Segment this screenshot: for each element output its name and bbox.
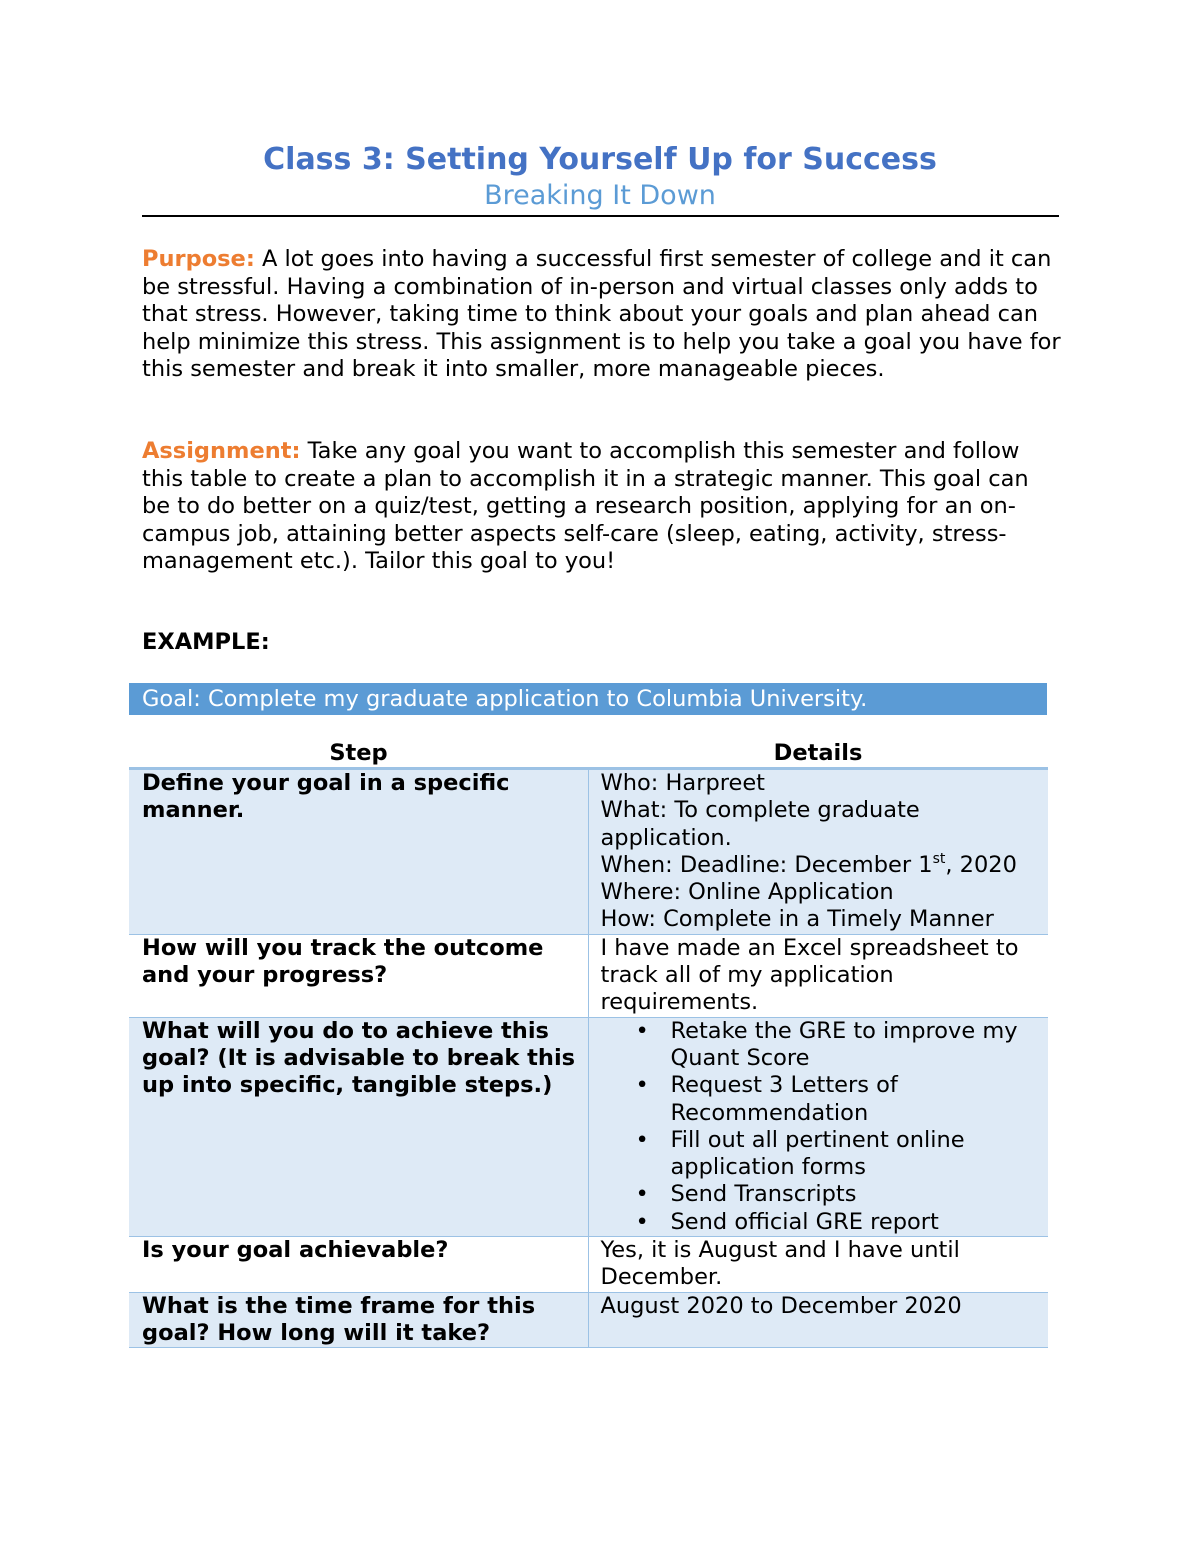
step-cell: What will you do to achieve this goal? (It is advisable to break this up into specific, tangible steps.) [129,1017,588,1236]
page-subtitle: Breaking It Down [484,180,716,211]
assignment-label: Assignment: [142,438,301,464]
detail-when-prefix: When: Deadline: December 1 [600,851,933,878]
detail-where: Where: Online Application [600,879,894,906]
purpose-paragraph [142,246,1062,384]
assignment-text: Take any goal you want to accomplish this semester and follow this table to create a plan to accomplish it in a strategic manner. This goal can be to do better on a quiz/test, getting a research position, applying for an on-campus job, attaining better aspects self-care (sleep, eating, activity, stress-management etc.). Tailor this goal to you! [142,438,1029,574]
detail-when-ordinal: st [932,850,946,867]
column-header-step: Step [129,739,588,769]
step-cell: How will you track the outcome and your progress? [129,934,588,1017]
list-item: • Retake the GRE to improve my Quant Score [671,1018,1041,1073]
purpose-text: A lot goes into having a successful first semester of college and it can be stressful. Having a combination of in-person and virtual classes only adds to that stress. However, taking time to think about your goals and plan ahead can help minimize this stress. This assignment is to help you take a goal you have for this semester and break it into smaller, more manageable pieces. [142,246,1061,382]
step-cell: What is the time frame for this goal? How long will it take? [129,1292,588,1348]
list-item: • Request 3 Letters of Recommendation [671,1072,1041,1127]
list-item: • Send official GRE report [671,1209,1041,1236]
details-cell [588,1017,1048,1236]
goal-banner: Goal: Complete my graduate application to Columbia University. [129,683,1047,715]
table-row [129,769,1048,935]
list-item: • Send Transcripts [671,1181,1041,1208]
detail-when [601,852,1041,879]
table-row [129,1292,1048,1348]
table-header-row [129,739,1048,769]
details-cell: August 2020 to December 2020 [588,1292,1048,1348]
assignment-paragraph [142,438,1062,576]
table-row [129,934,1048,1017]
column-header-details: Details [588,739,1048,769]
table-row [129,1017,1048,1236]
purpose-label: Purpose: [142,246,255,272]
detail-when-suffix: , 2020 [945,851,1017,878]
details-cell: I have made an Excel spreadsheet to track all of my application requirements. [588,934,1048,1017]
details-cell [588,769,1048,935]
goal-plan-table [129,739,1048,1348]
table-row [129,1237,1048,1293]
title-divider [142,215,1059,217]
detail-what: What: To complete graduate application. [600,797,920,851]
page-title: Class 3: Setting Yourself Up for Success [263,142,937,177]
list-item: • Fill out all pertinent online application forms [671,1127,1041,1182]
example-heading: EXAMPLE: [142,629,270,655]
detail-who: Who: Harpreet [600,770,766,796]
action-bullet-list [601,1018,1041,1236]
step-cell: Define your goal in a specific manner. [129,769,588,935]
detail-how: How: Complete in a Timely Manner [600,906,994,933]
step-cell: Is your goal achievable? [129,1237,588,1293]
details-cell: Yes, it is August and I have until December. [588,1237,1048,1293]
